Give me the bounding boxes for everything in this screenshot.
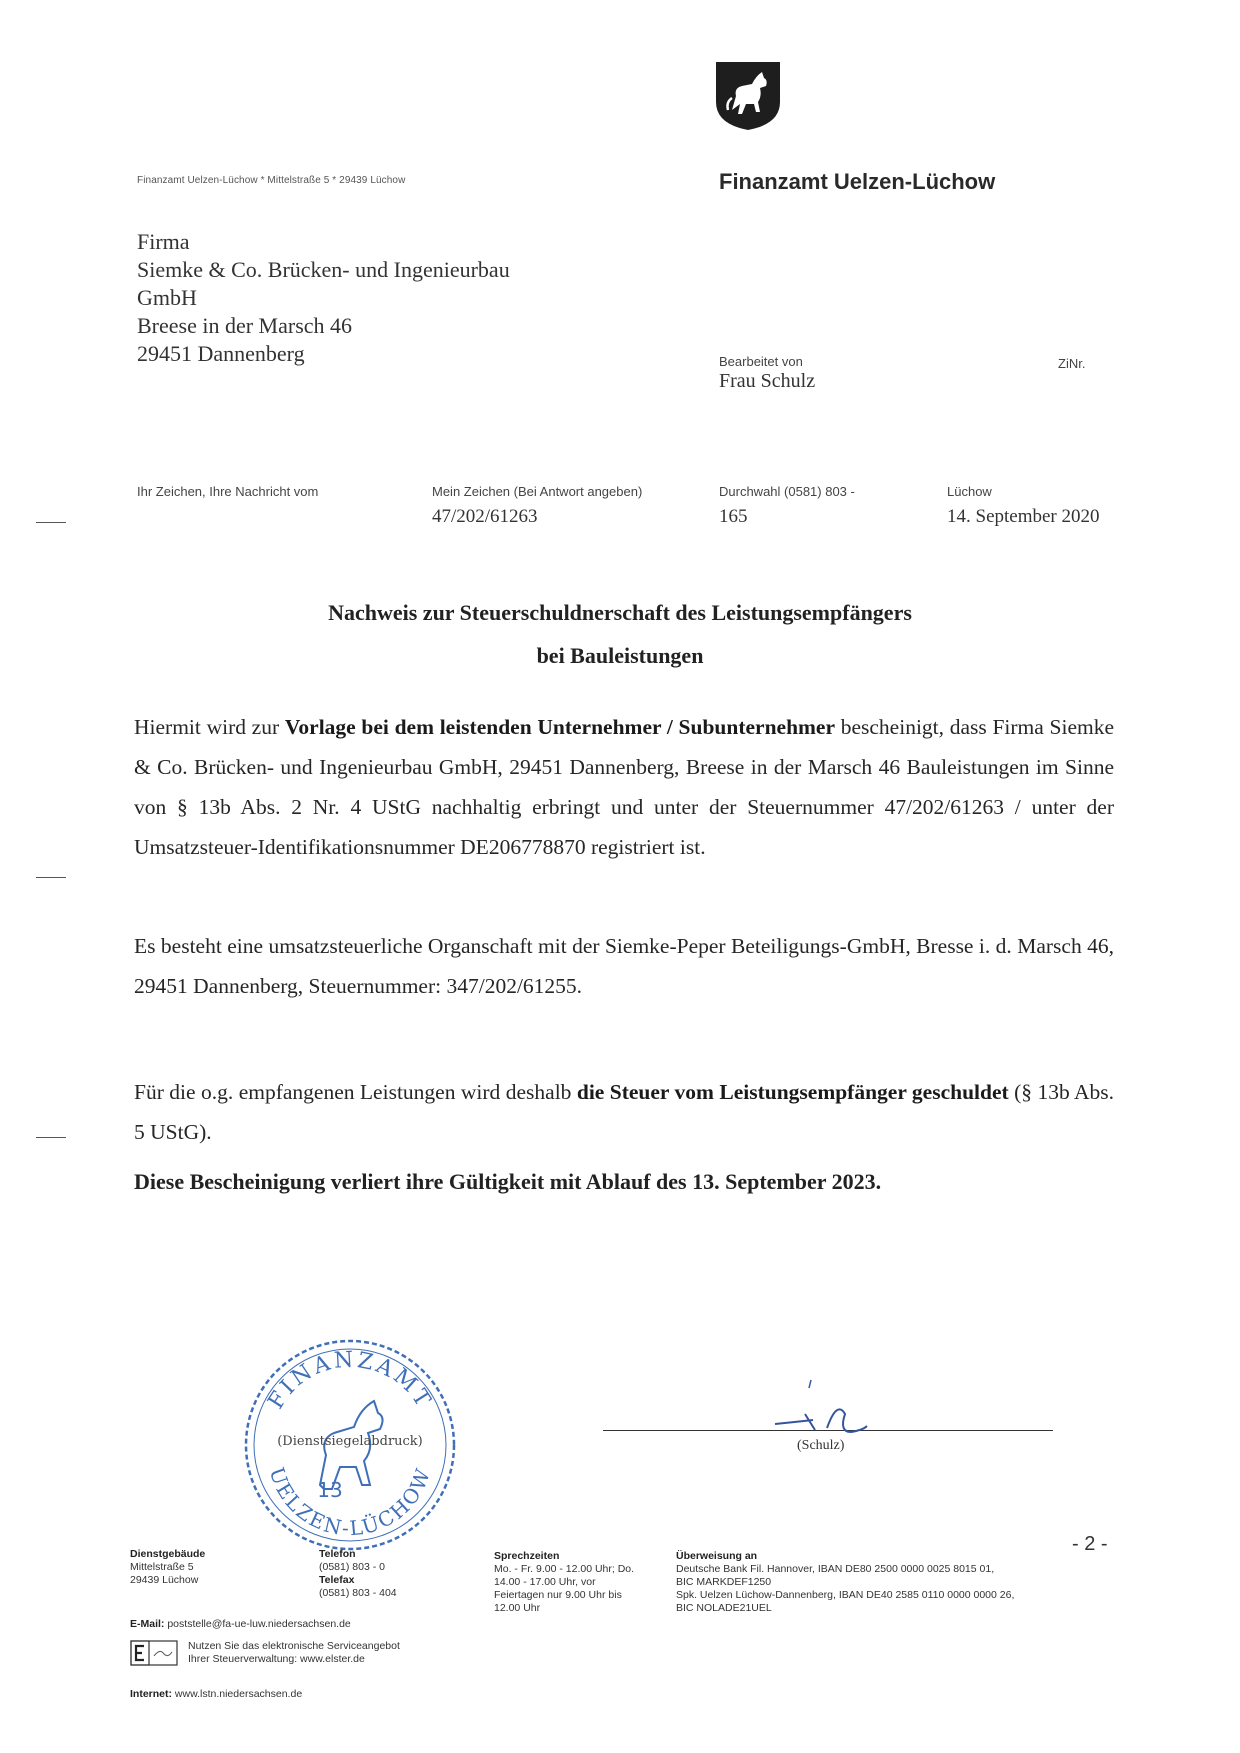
- seal-placeholder: (Dienstsiegelabdruck): [277, 1434, 423, 1449]
- recipient-line: 29451 Dannenberg: [137, 341, 305, 366]
- lower-saxony-horse-crest-icon: [712, 58, 784, 132]
- validity-notice: Diese Bescheinigung verliert ihre Gültigkeit mit Ablauf des 13. September 2023.: [134, 1169, 882, 1194]
- recipient-address: [137, 228, 510, 368]
- letter-date: 14. September 2020: [947, 506, 1100, 527]
- handler-name: Frau Schulz: [719, 370, 816, 392]
- emphasis-text: Vorlage bei dem leistenden Unternehmer / Subunternehmer: [284, 715, 836, 739]
- paragraph-organschaft: Es besteht eine umsatzsteuerliche Organschaft mit der Siemke-Peper Beteiligungs-GmbH, Bresse i. d. Marsch 46, 29451 Dannenberg, Steuernummer: 347/202/61255.: [134, 934, 1114, 998]
- fold-mark: [36, 877, 66, 878]
- footer-elster-note: Nutzen Sie das elektronische Serviceangebot Ihrer Steuerverwaltung: www.elster.de: [188, 1640, 400, 1665]
- elster-logo-icon: [130, 1640, 178, 1666]
- svg-text:FINANZAMT: [264, 1348, 437, 1414]
- footer-building: Dienstgebäude Mittelstraße 5 29439 Lüchow: [130, 1548, 206, 1586]
- seal-top-text: FINANZAMT: [263, 1347, 437, 1414]
- phone-extension-value: 165: [719, 506, 748, 527]
- my-reference-value: 47/202/61263: [432, 506, 538, 527]
- your-reference-label: Ihr Zeichen, Ihre Nachricht vom: [137, 484, 319, 499]
- recipient-line: GmbH: [137, 285, 197, 310]
- fold-mark: [36, 522, 66, 523]
- recipient-line: Breese in der Marsch 46: [137, 313, 353, 338]
- footer-bank-details: Überweisung an Deutsche Bank Fil. Hannover, IBAN DE80 2500 0000 0025 8015 01, BIC MARKDEF1250 Spk. Uelzen Lüchow-Dannenberg, IBAN DE40 2585 0110 0000 0000 26, BIC NOLADE21UEL: [676, 1550, 1015, 1614]
- footer-email: E-Mail: poststelle@fa-ue-luw.niedersachsen.de: [130, 1618, 351, 1630]
- recipient-line: Firma: [137, 229, 190, 254]
- footer-phone: Telefon (0581) 803 - 0 Telefax (0581) 803 - 404: [319, 1548, 397, 1599]
- document-subtitle: bei Bauleistungen: [536, 643, 704, 668]
- handler-label: Bearbeitet von: [719, 354, 803, 369]
- my-reference-label: Mein Zeichen (Bei Antwort angeben): [432, 484, 643, 499]
- sender-return-address: Finanzamt Uelzen-Lüchow * Mittelstraße 5 * 29439 Lüchow: [137, 175, 406, 186]
- room-number-label: ZiNr.: [1058, 356, 1086, 371]
- recipient-line: Siemke & Co. Brücken- und Ingenieurbau: [137, 257, 510, 282]
- place-label: Lüchow: [947, 484, 992, 499]
- seal-number: 13: [317, 1478, 343, 1502]
- footer-office-hours: Sprechzeiten Mo. - Fr. 9.00 - 12.00 Uhr; Do. 14.00 - 17.00 Uhr, vor Feiertagen nur 9.00 Uhr bis 12.00 Uhr: [494, 1550, 635, 1614]
- phone-extension-label: Durchwahl (0581) 803 -: [719, 484, 855, 499]
- document-title: Nachweis zur Steuerschuldnerschaft des Leistungsempfängers: [328, 600, 912, 625]
- seal-bottom-text: UELZEN-LÜCHOW: [264, 1464, 436, 1541]
- official-seal: [240, 1335, 460, 1555]
- paragraph-tax-liability: Für die o.g. empfangenen Leistungen wird deshalb die Steuer vom Leistungsempfänger geschuldet (§ 13b Abs. 5 UStG).: [134, 1080, 1114, 1144]
- signatory-name: (Schulz): [797, 1438, 845, 1453]
- office-name: Finanzamt Uelzen-Lüchow: [719, 169, 996, 194]
- page-number: - 2 -: [1072, 1533, 1108, 1555]
- paragraph-certification: Hiermit wird zur Vorlage bei dem leistenden Unternehmer / Subunternehmer bescheinigt, dass Firma Siemke & Co. Brücken- und Ingenieurbau GmbH, 29451 Dannenberg, Breese in der Marsch 46 Bauleistungen im Sinne von § 13b Abs. 2 Nr. 4 UStG nachhaltig erbringt und unter der Steuernummer 47/202/61263 / unter der Umsatzsteuer-Identifikationsnummer DE206778870 registriert ist.: [134, 715, 1114, 859]
- fold-mark: [36, 1137, 66, 1138]
- emphasis-text: die Steuer vom Leistungsempfänger geschuldet: [576, 1080, 1009, 1104]
- footer-internet: Internet: www.lstn.niedersachsen.de: [130, 1688, 303, 1700]
